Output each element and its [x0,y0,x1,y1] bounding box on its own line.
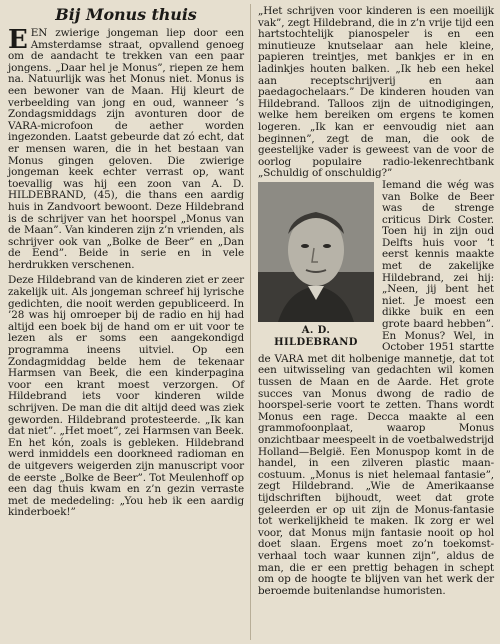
left-column [8,6,244,640]
portrait-image [258,182,374,322]
portrait-figure [258,182,374,348]
column-divider [250,4,251,640]
paragraph-1-text: EN zwierige jongeman liep door een Amsterdamse straat, opvallend genoeg om de aandacht te trekken van een paar jongens. „Daar hel je Monus”, riepen ze hem na. Natuurlijk was het Monus niet. Monus is een bewoner van de Maan. Hij kleurt de verbeelding van jong en oud, wanneer ’s Zondagsmiddags zijn avonturen door de VARA-microfoon de aether worden ingezonden. Laatst gebeurde dat zó echt, dat er mensen waren, die in het bestaan van Monus gingen geloven. Die zwierige jongeman keek echter verrast op, want toevallig was hij een zoon van A. D. HILDEBRAND, (45), die thans een aardig huis in Zandvoort bewoont. Deze Hildebrand is de schrijver van het hoorspel „Monus van de Maan”. Van kinderen zijn z’n vrienden, als schrijver ook van „Bolke de Beer” en „Dan de Eend”. Beide in serie en in vele herdrukken verschenen. [8,27,244,271]
article-title: Bij Monus thuis [55,5,197,24]
drop-cap: E [8,25,28,55]
paragraph-2: Deze Hildebrand van de kinderen ziet er zeer zakelijk uit. Als jongeman schreef hij lyrische gedichten, die nooit werden gepubliceerd. In ’28 was hij omroeper bij de radio en hij had altijd een boek bij de hand om er uit voor te lezen als er soms een aangekondigd programma ineens uitviel. Op een Zondagmiddag belde hem de tekenaar Harmsen van Beek, die een kinderpagina voor een krant moest verzorgen. Of Hildebrand iets voor kinderen wilde schrijven. De man die dit altijd deed was ziek geworden. Hildebrand protesteerde. „Ik kan dat niet”. „Het moet”, zei Harmsen van Beek. En het kón, zoals is gebleken. Hildebrand werd inmiddels een doorkneed radioman en de uitgevers weigerden zijn manuscript voor de eerste „Bolke de Beer”. Tot Meulenhoff op een dag thuis kwam en z’n gezin verraste met de mededeling: „You heb ik een aardig kinderboek!” [8,274,245,519]
paragraph-1 [8,25,244,271]
photo-caption: A. D. HILDEBRAND [274,324,358,348]
portrait-photo [258,182,374,322]
right-column [258,6,494,640]
paragraph-3: „Het schrijven voor kinderen is een moeilijk vak”, zegt Hildebrand, die in z’n vrije tijd een hartstochtelijk pianospeler is en een minutieuze knutselaar aan hele kleine, papieren treintjes, met bankjes er in en ladinkjes houten balken. „Ik heb een hekel aan receptschrijverij en aan paedagochelaars.” De kinderen houden van Hildebrand. Talloos zijn de uitnodigingen, welke hem bereiken om ergens te komen logeren. „Ik kan er eenvoudig niet aan beginnen”, zegt de man, die ook de geestelijke vader is geweest van de voor de oorlog populaire radio-lekenrechtbank „Schuldig of onschuldig?” [258,5,494,180]
paragraph-4: Iemand die wég was van Bolke de Beer was de strenge criticus Dirk Coster. Toen hij in zijn oud Delfts huis voor ’t eerst kennis maakte met de zakelijke Hildebrand, zei hij: „Neen, jij bent het niet. Je moest een dikke buik en een grote baard hebben”. En Monus? Wel, in October 1951 startte de VARA met dit holbenige mannetje, dat tot een uitwisseling van gedachten wil komen tussen de Maan en de Aarde. Het grote succes van Monus dwong de radio de hoorspel-serie voort te zetten. Thans wordt Monus een rage. Decca maakte al een grammofoonplaat, waarop Monus onzichtbaar meespeelt in de voetbalwedstrijd Holland—België. Een Monuspop komt in de handel, in een zilveren plastic maan-costuum. „Monus is niet helemaal fantasie”, zegt Hildebrand. „Wie de Amerikaanse tijdschriften bijhoudt, weet dat grote geleerden er op uit zijn de Monus-fantasie tot werkelijkheid te maken. Ik zorg er wel voor, dat Monus mijn fantasie nooit op hol doet slaan. Ergens moet zo’n toekomst-verhaal toch waar kunnen zijn”, aldus de man, die er een prettig behagen in schept om op de hoogte te blijven van het werk der beroemde buitenlandse humoristen. [258,178,494,597]
